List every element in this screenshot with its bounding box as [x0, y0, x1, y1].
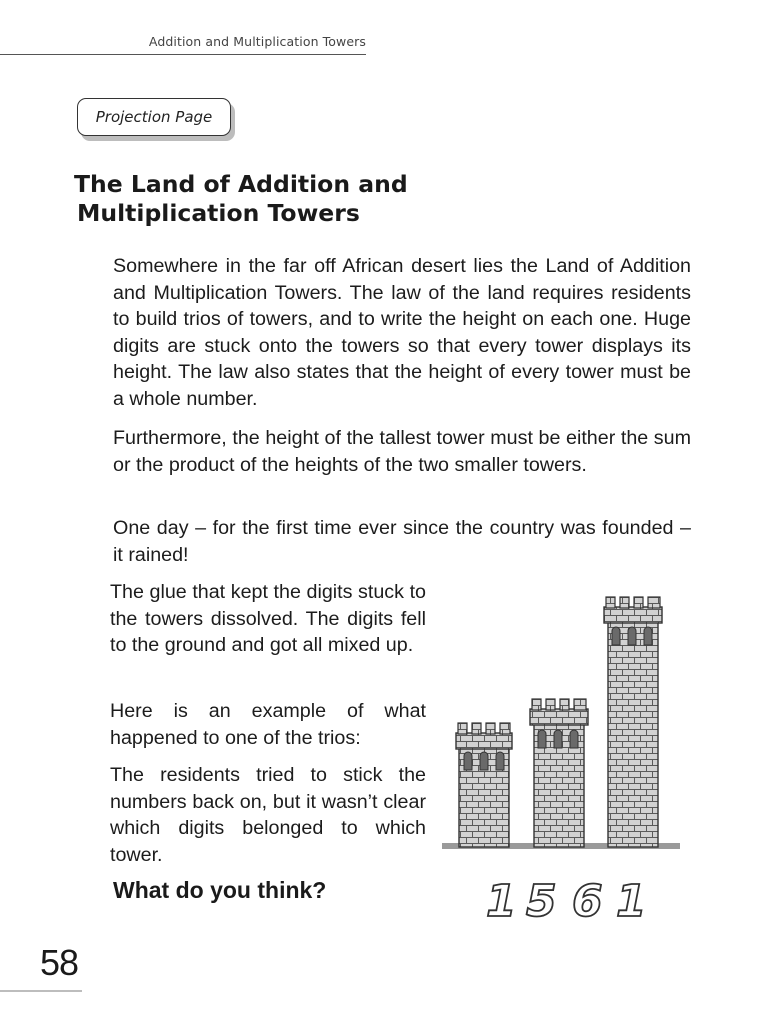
- running-header-title: Addition and Multiplication Towers: [148, 34, 366, 49]
- fallen-digit: 1: [616, 876, 647, 924]
- running-header: [0, 32, 366, 55]
- page-title-line-2: Multiplication Towers: [77, 199, 360, 227]
- fallen-digits: [482, 872, 652, 924]
- footer-rule: [0, 990, 82, 992]
- paragraph-example: Here is an example of what happened to one of the trios:: [110, 700, 426, 749]
- three-brick-towers-icon: [430, 585, 690, 860]
- fallen-digit: 1: [486, 876, 517, 924]
- small-tower: [456, 723, 512, 847]
- question-heading: What do you think?: [113, 877, 327, 903]
- paragraph-rain: One day – for the first time ever since the country was founded – it rained!: [113, 517, 691, 566]
- page-title-line-1: The Land of Addition and: [74, 170, 408, 198]
- paragraph-residents: The residents tried to stick the numbers back on, but it wasn’t clear which digits belonged to which tower.: [110, 764, 426, 866]
- page-number: 58: [40, 942, 79, 983]
- medium-tower: [530, 699, 588, 847]
- paragraph-law: Furthermore, the height of the tallest tower must be either the sum or the product of the heights of the two smaller towers.: [113, 427, 691, 476]
- fallen-digit: 6: [572, 876, 603, 924]
- paragraph-glue: The glue that kept the digits stuck to the towers dissolved. The digits fell to the ground and got all mixed up.: [110, 581, 426, 656]
- projection-page-badge: Projection Page: [77, 98, 231, 136]
- page-title: [74, 170, 534, 228]
- fallen-digit: 5: [526, 876, 557, 924]
- paragraph-intro: Somewhere in the far off African desert lies the Land of Addition and Multiplication Towers. The law of the land requires residents to build trios of towers, and to write the height on each one. Huge digits are stuck onto the towers so that every tower displays its height. The law also states that the height of every tower must be a whole number.: [113, 255, 691, 410]
- tall-tower: [604, 597, 662, 847]
